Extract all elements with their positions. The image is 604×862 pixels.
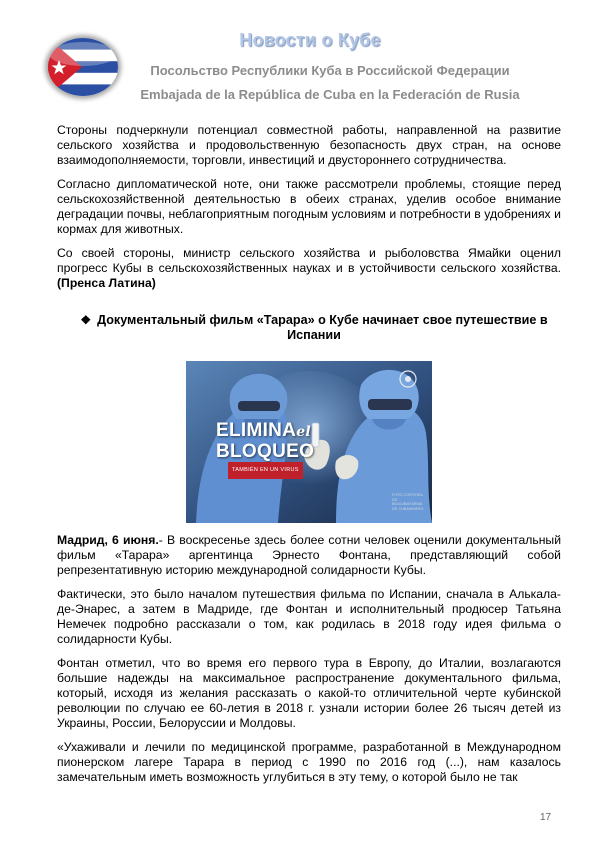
paragraph: Фактически, это было началом путешествия фильма по Испании, сначала в Алькала-де-Энарес, а затем в Мадриде, где Фонтан и исполнительный продюсер Татьяна Немечек подробно рассказали о том, как родилась в 2018 году идея фильма о солидарности Кубы. <box>57 587 561 646</box>
embassy-name-spanish: Embajada de la República de Cuba en la Federación de Rusia <box>140 87 520 102</box>
photo-caption <box>216 421 314 461</box>
dateline: Мадрид, 6 июня. <box>57 533 159 547</box>
paragraph: Согласно дипломатической ноте, они также рассмотрели проблемы, стоящие перед сельскохозяйственной деятельностью в обеих странах, уделив особое внимание деградации почвы, неблагоприятным погодным условиям и потребности в удобрениях и кормах для животных. <box>57 177 561 236</box>
photo-title-el: el <box>296 424 312 440</box>
bullet-icon: ❖ <box>80 313 92 327</box>
page-header <box>0 0 604 120</box>
newsletter-title: Новости о Кубе <box>239 30 381 50</box>
photo-title-line2: BLOQUEO <box>216 441 315 462</box>
photo-title-line1: ELIMINA <box>216 420 297 441</box>
news-source: (Пренса Латина) <box>57 276 156 290</box>
article-heading <box>57 313 561 343</box>
paragraph: «Ухаживали и лечили по медицинской программе, разработанной в Международном пионерском лагере Тарара в период с 1990 по 2016 год (...), нам казалось замечательным иметь возможность углубиться в эту тему, о которой было не так <box>57 740 561 784</box>
page-number: 17 <box>540 812 552 823</box>
article-title: Документальный фильм «Тарара» о Кубе начинает свое путешествие в Испании <box>97 313 548 342</box>
photo-subtitle: TAMBIÉN EN UN VIRUS <box>228 462 303 479</box>
paragraph-text: Со своей стороны, министр сельского хозяйства и рыболовства Ямайки оценил прогресс Кубы в сельскохозяйственных науках и в устойчивости сельского хозяйства. <box>57 246 561 275</box>
paragraph: Фонтан отметил, что во время его первого тура в Европу, до Италии, возлагаются большие надежды на максимальное распространение документального фильма, который, исходя из желания рассказать о какой-то отличительной черте кубинской революции по случаю ее 60-летия в 2018 г. узнали истории более 26 тысяч детей из Украины, России, Белоруссии и Молдовы. <box>57 656 561 730</box>
paragraph: Стороны подчеркнули потенциал совместной работы, направленной на развитие сельского хозяйства и продовольственную безопасность двух стран, на основе взаимодополняемости, торговли, инвестиций и двустороннего сотрудничества. <box>57 123 561 167</box>
lead-text: - В воскресенье здесь более сотни человек оценили документальный фильм «Тарара» аргентинца Эрнесто Фонтана, представляющий собой репрезентативную историю международной солидарности Кубы. <box>57 533 562 577</box>
article-lead <box>57 533 561 578</box>
page-content <box>57 123 561 794</box>
embassy-name-russian: Посольство Республики Куба в Российской Федерации <box>150 63 510 78</box>
photo-credit: FOTO CORTESÍA DE BIOCUBAFARMA DE CUBAMINREX <box>392 493 424 511</box>
article-photo <box>186 361 432 523</box>
paragraph-minister <box>57 246 561 291</box>
